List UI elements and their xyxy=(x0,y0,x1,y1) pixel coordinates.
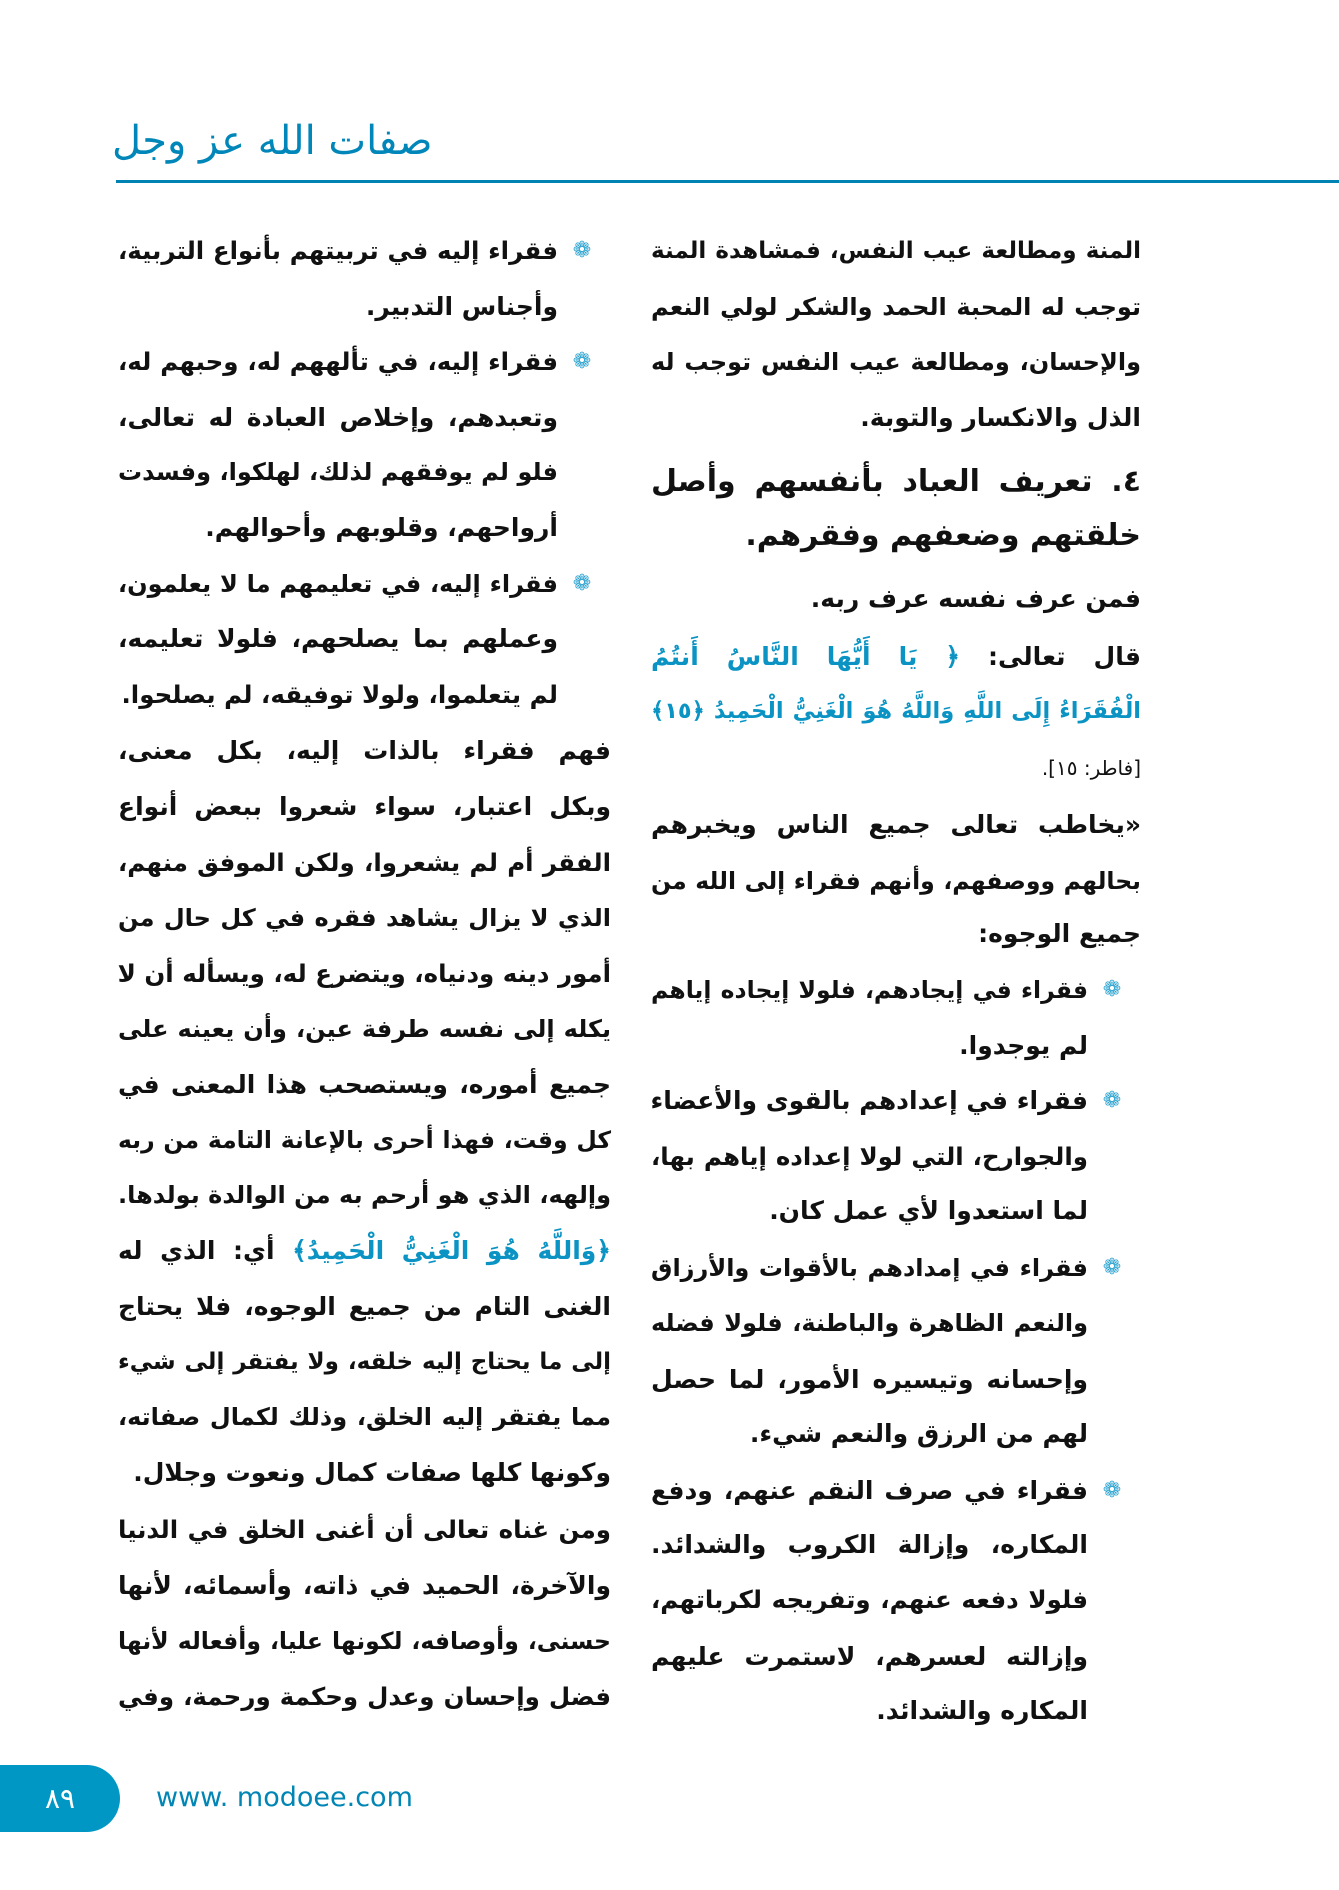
text-line: الفقر أم لم يشعروا، ولكن الموفق منهم، xyxy=(118,848,611,877)
text-line: خلقتهم وضعفهم وفقرهم. xyxy=(745,518,1141,553)
text-line: فقراء في صرف النقم عنهم، ودفع xyxy=(651,1476,1088,1505)
running-header-title: صفات الله عز وجل xyxy=(112,118,433,164)
text-line: الغنى التام من جميع الوجوه، فلا يحتاج xyxy=(118,1292,611,1321)
text-line: وإحسانه وتيسيره الأمور، لما حصل xyxy=(651,1365,1088,1394)
text-line: المنة ومطالعة عيب النفس، فمشاهدة المنة xyxy=(651,238,1141,264)
text-line: فقراء إليه، في تعليمهم ما لا يعلمون، xyxy=(118,570,558,598)
text-line: فقراء إليه، في تألههم له، وحبهم له، xyxy=(118,347,558,376)
text-line: والآخرة، الحميد في ذاته، وأسمائه، لأنها xyxy=(118,1571,611,1600)
text-line: وعملهم بما يصلحهم، فلولا تعليمه، xyxy=(118,624,558,653)
text-line: حسنى، وأوصافه، لكونها عليا، وأفعاله لأنها xyxy=(118,1627,611,1655)
header-divider xyxy=(116,180,1339,183)
text-line: ٤. تعريف العباد بأنفسهم وأصل xyxy=(651,464,1141,499)
text-line: والإحسان، ومطالعة عيب النفس توجب له xyxy=(651,348,1141,376)
flower-bullet-icon: ❁ xyxy=(1102,1088,1122,1113)
text-line: كل وقت، فهذا أحرى بالإعانة التامة من ربه xyxy=(118,1126,611,1154)
text-line: وتعبدهم، وإخلاص العبادة له تعالى، xyxy=(118,403,558,432)
text-line: جميع أموره، ويستصحب هذا المعنى في xyxy=(118,1070,611,1099)
text-line: وكونها كلها صفات كمال ونعوت وجلال. xyxy=(133,1458,611,1487)
text-line: لهم من الرزق والنعم شيء. xyxy=(749,1419,1088,1448)
text-line: أمور دينه ودنياه، ويتضرع له، ويسأله أن لا xyxy=(117,959,611,988)
text-line: فهم فقراء بالذات إليه، بكل معنى، xyxy=(118,736,611,765)
text-line: مما يفتقر إليه الخلق، وذلك لكمال صفاته، xyxy=(118,1403,611,1431)
quran-verse: الْفُقَرَاءُ إِلَى اللَّهِ وَاللَّهُ هُوَ الْغَنِيُّ الْحَمِيدُ ﴿١٥﴾ xyxy=(651,698,1141,724)
flower-bullet-icon: ❁ xyxy=(1102,1478,1122,1503)
text-line xyxy=(651,686,1141,736)
text-line: إلى ما يحتاج إليه خلقه، ولا يفتقر إلى شيء xyxy=(118,1349,611,1375)
text-line: المكاره والشدائد. xyxy=(876,1696,1088,1725)
text-line: الذي لا يزال يشاهد فقره في كل حال من xyxy=(118,904,611,932)
text-line: فقراء في إمدادهم بالأقوات والأرزاق xyxy=(651,1254,1088,1282)
text-line: وأجناس التدبير. xyxy=(365,292,558,321)
text-line: توجب له المحبة الحمد والشكر لولي النعم xyxy=(651,293,1141,321)
quran-verse: ﴿ يَا أَيُّهَا النَّاسُ أَنتُمُ xyxy=(651,642,961,671)
text-line: وبكل اعتبار، سواء شعروا ببعض أنواع xyxy=(118,792,611,821)
text-line: ومن غناه تعالى أن أغنى الخلق في الدنيا xyxy=(118,1515,611,1544)
text-line: لم يتعلموا، ولولا توفيقه، لم يصلحوا. xyxy=(121,680,558,709)
text-line: والجوارح، التي لولا إعداده إياهم بها، xyxy=(651,1142,1088,1171)
text-line: المكاره، وإزالة الكروب والشدائد. xyxy=(651,1530,1088,1559)
flower-bullet-icon: ❁ xyxy=(572,571,592,596)
text-line: وإلهه، الذي هو أرحم به من الوالدة بولدها. xyxy=(118,1181,611,1209)
text-line: «يخاطب تعالى جميع الناس ويخبرهم xyxy=(651,810,1141,839)
text-line xyxy=(651,632,1141,682)
text-line: أرواحهم، وقلوبهم وأحوالهم. xyxy=(205,513,558,542)
text-line: لما استعدوا لأي عمل كان. xyxy=(769,1196,1088,1225)
text-line: فقراء إليه في تربيتهم بأنواع التربية، xyxy=(118,236,558,265)
flower-bullet-icon: ❁ xyxy=(572,349,592,374)
text-fragment: أي: الذي له xyxy=(118,1236,293,1265)
page-number: ٨٩ xyxy=(0,1765,120,1832)
flower-bullet-icon: ❁ xyxy=(572,238,592,263)
quran-verse: ﴿وَاللَّهُ هُوَ الْغَنِيُّ الْحَمِيدُ﴾ xyxy=(292,1236,611,1265)
text-line: فضل وإحسان وعدل وحكمة ورحمة، وفي xyxy=(118,1682,611,1711)
text-line xyxy=(118,1226,611,1276)
text-line: فقراء في إعدادهم بالقوى والأعضاء xyxy=(650,1086,1088,1115)
text-line: جميع الوجوه: xyxy=(978,919,1141,948)
text-line: وإزالته لعسرهم، لاستمرت عليهم xyxy=(651,1642,1088,1671)
text-line: [فاطر: ١٥]. xyxy=(1041,756,1141,780)
flower-bullet-icon: ❁ xyxy=(1102,1255,1122,1280)
footer-url[interactable]: www. modoee.com xyxy=(156,1782,413,1813)
text-fragment: قال تعالى: xyxy=(960,642,1141,671)
text-line: بحالهم ووصفهم، وأنهم فقراء إلى الله من xyxy=(651,867,1141,895)
text-line: فلو لم يوفقهم لذلك، لهلكوا، وفسدت xyxy=(118,458,558,486)
text-line: فمن عرف نفسه عرف ربه. xyxy=(810,584,1141,613)
text-line: يكله إلى نفسه طرفة عين، وأن يعينه على xyxy=(118,1015,611,1043)
text-line: لم يوجدوا. xyxy=(959,1031,1088,1060)
flower-bullet-icon: ❁ xyxy=(1102,977,1122,1002)
text-line: الذل والانكسار والتوبة. xyxy=(860,403,1141,432)
text-line: فلولا دفعه عنهم، وتفريجه لكرباتهم، xyxy=(651,1585,1088,1614)
text-line: فقراء في إيجادهم، فلولا إيجاده إياهم xyxy=(651,976,1088,1004)
text-line: والنعم الظاهرة والباطنة، فلولا فضله xyxy=(651,1309,1088,1337)
